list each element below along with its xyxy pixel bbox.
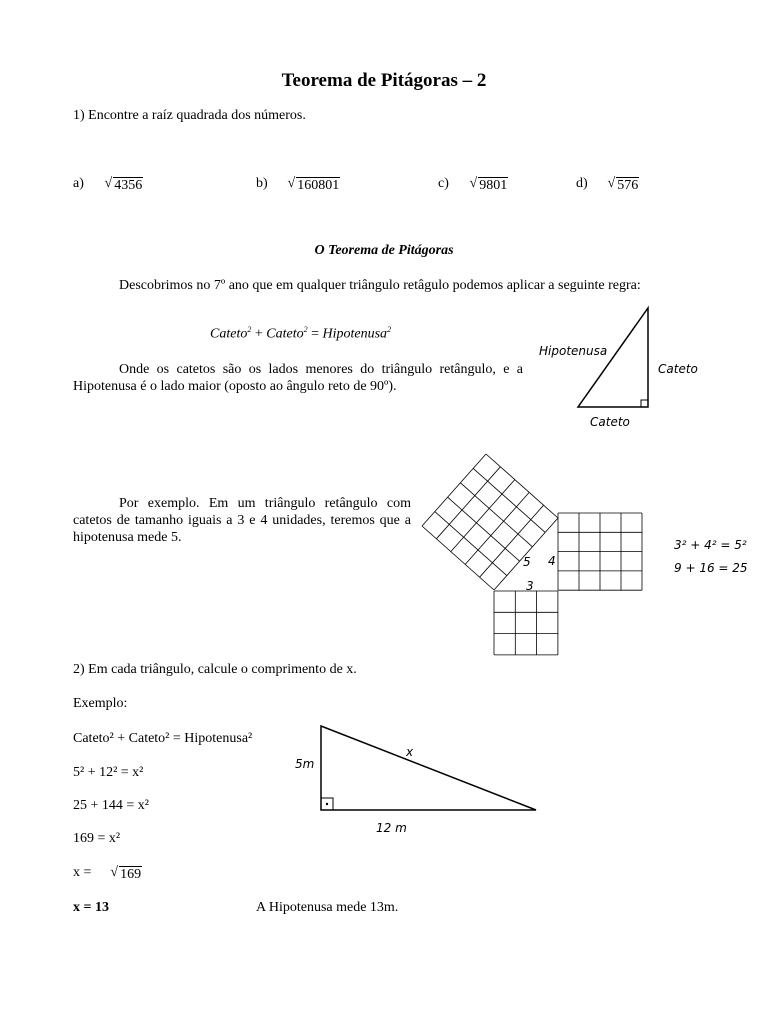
item-label: b) <box>256 176 268 191</box>
result: x = 13 <box>73 900 109 915</box>
item-c <box>438 176 508 193</box>
item-a <box>73 176 143 193</box>
radicand: 4356 <box>114 178 143 193</box>
sqrt-expression: √ 160801 <box>287 176 340 193</box>
section-subtitle: O Teorema de Pitágoras <box>314 243 454 258</box>
pythagoras-formula <box>210 325 391 343</box>
grid-line <box>460 483 532 547</box>
triangle-shape <box>321 726 536 810</box>
grid-line <box>451 480 515 552</box>
cateto-3-square-grid <box>494 591 558 655</box>
radicand: 169 <box>120 867 142 882</box>
grid-line <box>422 526 494 590</box>
label-four: 4 <box>548 554 556 568</box>
item-b <box>256 176 340 193</box>
hypotenuse-x-label: x <box>406 745 414 759</box>
grid-line <box>436 467 500 539</box>
intro-paragraph: Descobrimos no 7º ano que em qualquer triângulo retâgulo podemos aplicar a seguinte regra: <box>119 278 641 293</box>
page-title: Teorema de Pitágoras – 2 <box>281 70 487 91</box>
grid-line <box>486 454 558 518</box>
label-three: 3 <box>526 579 534 593</box>
step-1: Cateto² + Cateto² = Hipotenusa² <box>73 731 253 746</box>
item-label: c) <box>438 176 449 191</box>
formula-term: Hipotenusa <box>322 326 388 342</box>
grid-line <box>465 492 529 564</box>
sqrt-expression: √ 4356 <box>104 176 143 193</box>
pythagoras-squares-figure <box>412 445 748 655</box>
formula-operator: + <box>254 326 263 342</box>
step-2: 5² + 12² = x² <box>73 765 144 780</box>
example-triangle-figure <box>288 716 543 838</box>
label-five: 5 <box>523 555 531 569</box>
item-label: d) <box>576 176 588 191</box>
sqrt-expression: √ 576 <box>607 176 639 193</box>
hypotenuse-square-grid <box>422 454 558 590</box>
hand-equation-1: 3² + 4² = 5² <box>674 538 747 552</box>
sqrt-step <box>73 865 142 882</box>
cateto-side-label: Cateto <box>658 362 698 376</box>
question-1-prompt: 1) Encontre a raíz quadrada dos números. <box>73 108 306 123</box>
grid-line <box>473 468 545 532</box>
formula-term: Cateto <box>210 326 248 342</box>
sqrt-expression: √ 9801 <box>469 176 508 193</box>
item-d <box>576 176 639 193</box>
x-label: x = <box>73 865 92 880</box>
radicand: 160801 <box>297 178 340 193</box>
formula-exponent: 2 <box>303 325 308 334</box>
radicand: 9801 <box>479 178 508 193</box>
right-angle-dot <box>326 803 328 805</box>
right-triangle-figure <box>525 305 698 430</box>
cateto-4-square-grid <box>558 513 642 590</box>
formula-exponent: 2 <box>387 325 392 334</box>
formula-operator: = <box>311 326 319 342</box>
step-4: 169 = x² <box>73 831 121 846</box>
radicand: 576 <box>617 178 639 193</box>
item-label: a) <box>73 176 84 191</box>
grid-line <box>480 505 544 577</box>
hand-equation-2: 9 + 16 = 25 <box>674 561 748 575</box>
step-3: 25 + 144 = x² <box>73 798 149 813</box>
side-5m-label: 5m <box>295 757 315 771</box>
example-paragraph: Por exemplo. Em um triângulo retângulo com catetos de tamanho iguais a 3 e 4 unidades, teremos que a hipotenusa mede 5. <box>73 496 411 545</box>
formula-term: Cateto <box>266 326 304 342</box>
conclusion: A Hipotenusa mede 13m. <box>256 900 399 915</box>
explanation-paragraph: Onde os catetos são os lados menores do triângulo retângulo, e a Hipotenusa é o lado maior (oposto ao ângulo reto de 90º). <box>73 362 523 394</box>
cateto-bottom-label: Cateto <box>590 415 630 429</box>
grid-line <box>422 454 486 526</box>
hipotenusa-label: Hipotenusa <box>539 344 608 358</box>
example-label: Exemplo: <box>73 696 128 711</box>
formula-exponent: 2 <box>247 325 252 334</box>
sqrt-expression: √ 169 <box>110 865 142 882</box>
question-2-prompt: 2) Em cada triângulo, calcule o comprimento de x. <box>73 662 357 677</box>
grid-line <box>435 512 507 576</box>
bottom-12m-label: 12 m <box>376 821 407 835</box>
grid-line <box>448 497 520 561</box>
right-angle-marker <box>641 400 648 407</box>
